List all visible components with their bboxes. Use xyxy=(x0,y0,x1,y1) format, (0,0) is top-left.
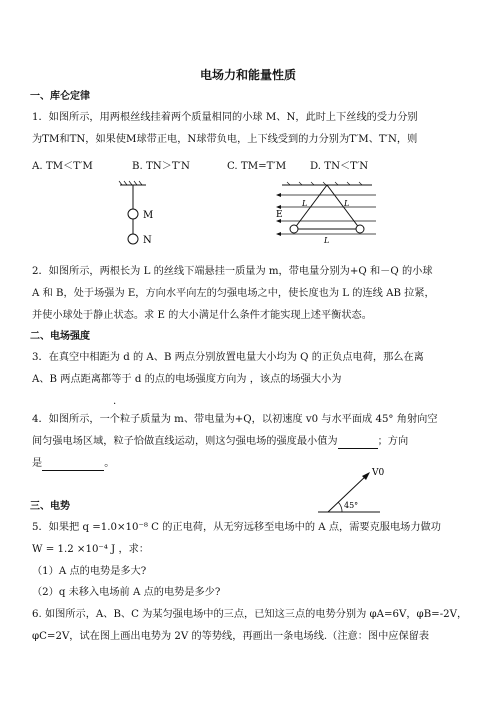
q3-line3: . xyxy=(113,396,117,407)
charged-balls-field-figure xyxy=(272,182,382,250)
section-heading-coulomb: 一、库仑定律 xyxy=(30,91,90,102)
q6-line2: φC=2V，试在图上画出电势为 2V 的等势线，再画出一条电场线.（注意：图中应保留表 xyxy=(32,631,430,642)
q5-sub1: （1）A 点的电势是多大? xyxy=(32,566,147,577)
q1-option-b: B. TN＞T′N xyxy=(132,161,190,172)
q4-line3 xyxy=(32,457,114,471)
q4-answer-blank-1[interactable] xyxy=(338,437,378,449)
angle-label: 45° xyxy=(344,501,359,510)
q6-line1: 6. 如图所示，A、B、C 为某匀强电场中的三点，已知这三点的电势分别为 φA=6V，φB=-2V， xyxy=(32,609,468,620)
q4-line2 xyxy=(32,435,408,449)
string-right-label: L xyxy=(344,199,350,208)
q4-line3-tail: 。 xyxy=(104,458,115,469)
velocity-label: V0 xyxy=(372,468,385,478)
ball-n-label: N xyxy=(143,235,152,246)
q5-sub2: （2）q 未移入电场前 A 点的电势是多少? xyxy=(32,587,221,598)
field-e-label: E xyxy=(276,210,283,220)
q1-option-d: D. TN＜T′N xyxy=(310,161,369,172)
string-left-label: L xyxy=(302,199,308,208)
rod-label: L xyxy=(324,236,330,245)
section-heading-field-strength: 二、电场强度 xyxy=(30,331,90,342)
velocity-angle-figure xyxy=(318,468,398,516)
q4-line1: 4．如图所示，一个粒子质量为 m、带电量为+Q，以初速度 v0 与水平面成 45° 角射向空 xyxy=(32,414,438,425)
q1-line1: 1．如图所示，用两根丝线挂着两个质量相同的小球 M、N，此时上下丝线的受力分别 xyxy=(32,112,418,123)
q1-line2: 为TM和TN，如果使M球带正电，N球带负电，上下线受到的力分别为T′M、T′N，则 xyxy=(32,134,418,145)
ball-m-label: M xyxy=(143,210,154,221)
q1-option-c: C. TM=T′M xyxy=(227,161,287,172)
q5-line2: W = 1.2 ×10⁻⁴ J ，求： xyxy=(32,544,150,555)
q2-line2: A 和 B，处于场强为 E，方向水平向左的匀强电场之中，使长度也为 L 的连线 AB 拉紧， xyxy=(32,288,435,299)
q2-line1: 2．如图所示，两根长为 L 的丝线下端悬挂一质量为 m，带电量分别为+Q 和－Q 的小球 xyxy=(32,266,433,277)
q3-line1: 3．在真空中相距为 d 的 A、B 两点分别放置电量大小均为 Q 的正负点电荷，那么在离 xyxy=(32,352,424,363)
q3-line2: A、B 两点距离都等于 d 的点的电场强度方向为 ，该点的场强大小为 xyxy=(32,374,342,385)
q4-line2-tail: ；方向 xyxy=(377,436,409,447)
q4-line2-text: 间匀强电场区域，粒子恰做直线运动，则这匀强电场的强度最小值为 xyxy=(32,436,338,447)
section-heading-potential: 三、电势 xyxy=(30,501,70,512)
hanging-balls-figure xyxy=(118,180,188,250)
q4-line3-text: 是 xyxy=(32,458,43,469)
q4-answer-blank-2[interactable] xyxy=(42,459,104,471)
q1-option-a: A. TM＜T′M xyxy=(32,161,93,172)
page-title: 电场力和能量性质 xyxy=(199,68,296,82)
q5-line1: 5．如果把 q =1.0×10⁻⁸ C 的正电荷，从无穷远移至电场中的 A 点，需要克服电场力做功 xyxy=(32,522,441,533)
q2-line3: 并使小球处于静止状态。求 E 的大小满足什么条件才能实现上述平衡状态。 xyxy=(32,310,372,321)
